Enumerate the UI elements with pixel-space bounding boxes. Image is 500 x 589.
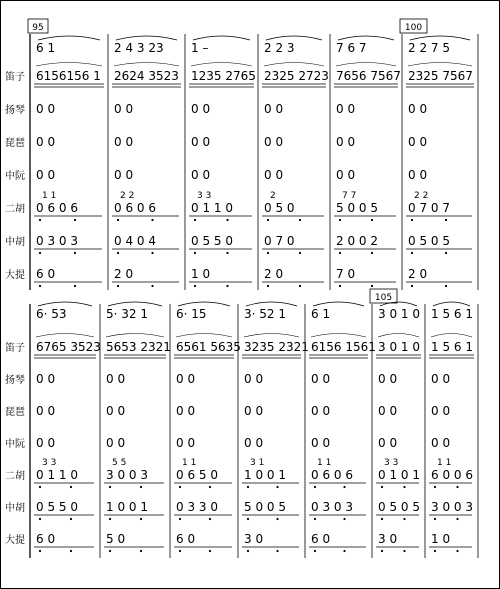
row-measure-notes: 0 6 0 6 <box>36 201 78 215</box>
melody-measure: 3 0 1 0 <box>378 307 420 321</box>
slur <box>36 334 94 338</box>
row-measure-notes: 0 0 <box>114 168 134 182</box>
slur <box>38 36 100 40</box>
octave-dot <box>276 518 278 520</box>
octave-dot <box>39 518 41 520</box>
erhu-upper-notes: 3 3 <box>42 458 57 468</box>
octave-dot <box>226 252 228 254</box>
row-measure-notes: 0 0 <box>336 135 356 149</box>
row-measure-notes: 0 0 <box>378 372 398 386</box>
octave-dot <box>117 219 119 221</box>
octave-dot <box>247 550 249 552</box>
octave-dot <box>194 219 196 221</box>
melody-measure: 1 5 6 1 <box>431 307 473 321</box>
slur <box>266 36 322 40</box>
slur <box>191 63 252 67</box>
row-measure-notes: 2624 3523 <box>114 69 179 83</box>
instrument-label: 中胡 <box>5 503 25 514</box>
row-measure-notes: 0 5 0 5 <box>378 500 420 514</box>
octave-dot <box>140 486 142 488</box>
octave-dot <box>371 252 373 254</box>
slur <box>433 302 470 306</box>
row-measure-notes: 1 0 <box>191 267 211 281</box>
octave-dot <box>140 550 142 552</box>
row-measure-notes: 0 0 <box>106 372 126 386</box>
row-measure-notes: 0 4 0 4 <box>114 234 156 248</box>
rehearsal-mark-number: 100 <box>404 23 423 33</box>
instrument-label: 二胡 <box>5 471 25 482</box>
row-measure-notes: 1 0 0 1 <box>244 468 286 482</box>
octave-dot <box>411 219 413 221</box>
row-measure-notes: 0 0 <box>176 372 196 386</box>
row-measure-notes: 0 3 0 3 <box>311 500 353 514</box>
row-measure-notes: 0 0 <box>244 436 264 450</box>
row-measure-notes: 0 5 5 0 <box>191 234 233 248</box>
octave-dot <box>151 252 153 254</box>
erhu-upper-notes: 2 2 <box>414 191 429 201</box>
rehearsal-mark-number: 95 <box>32 23 44 33</box>
row-measure-notes: 0 0 <box>408 135 428 149</box>
row-measure-notes: 5653 2321 <box>106 340 171 354</box>
row-measure-notes: 0 3 3 0 <box>176 500 218 514</box>
row-measure-notes: 0 0 <box>36 135 56 149</box>
erhu-upper-notes: 3 3 <box>197 191 212 201</box>
octave-dot <box>179 518 181 520</box>
octave-dot <box>70 550 72 552</box>
octave-dot <box>276 550 278 552</box>
melody-measure: 2 2 3 <box>264 41 295 55</box>
octave-dot <box>381 486 383 488</box>
score-system-2 <box>5 289 478 558</box>
octave-dot <box>247 486 249 488</box>
melody-measure: 5· 32 1 <box>106 307 148 321</box>
row-measure-notes: 2 0 0 2 <box>336 234 378 248</box>
row-measure-notes: 0 0 <box>176 436 196 450</box>
octave-dot <box>299 285 301 287</box>
erhu-upper-notes: 2 2 <box>120 191 135 201</box>
octave-dot <box>247 518 249 520</box>
row-measure-notes: 3 0 <box>244 532 264 546</box>
slur <box>106 334 164 338</box>
instrument-label: 琵琶 <box>5 407 25 418</box>
row-measure-notes: 0 0 <box>408 168 428 182</box>
octave-dot <box>117 252 119 254</box>
octave-dot <box>434 550 436 552</box>
row-measure-notes: 3 0 <box>378 532 398 546</box>
erhu-upper-notes: 1 1 <box>182 458 197 468</box>
octave-dot <box>381 550 383 552</box>
row-measure-notes: 0 0 <box>106 404 126 418</box>
slur <box>338 36 394 40</box>
octave-dot <box>209 518 211 520</box>
slur <box>178 302 230 306</box>
instrument-label: 笛子 <box>5 72 25 83</box>
octave-dot <box>267 252 269 254</box>
row-measure-notes: 1235 2765 <box>191 69 256 83</box>
instrument-label: 扬琴 <box>5 105 25 116</box>
slur <box>244 334 299 338</box>
row-measure-notes: 0 7 0 <box>264 234 295 248</box>
row-measure-notes: 6 0 <box>176 532 196 546</box>
octave-dot <box>403 518 405 520</box>
erhu-upper-notes: 1 1 <box>437 458 452 468</box>
row-measure-notes: 0 0 <box>191 102 211 116</box>
row-measure-notes: 0 0 <box>114 135 134 149</box>
slur <box>116 36 177 40</box>
slur <box>246 302 297 306</box>
row-measure-notes: 1 0 0 1 <box>106 500 148 514</box>
octave-dot <box>70 486 72 488</box>
octave-dot <box>445 285 447 287</box>
melody-measure: 6· 15 <box>176 307 207 321</box>
slur <box>378 334 419 338</box>
octave-dot <box>179 486 181 488</box>
row-measure-notes: 0 0 <box>336 102 356 116</box>
instrument-label: 中阮 <box>5 439 25 450</box>
row-measure-notes: 5 0 0 5 <box>244 500 286 514</box>
octave-dot <box>267 219 269 221</box>
octave-dot <box>456 550 458 552</box>
octave-dot <box>39 219 41 221</box>
octave-dot <box>445 252 447 254</box>
row-measure-notes: 0 0 <box>36 168 56 182</box>
octave-dot <box>339 252 341 254</box>
slur <box>36 63 102 67</box>
row-measure-notes: 2 0 <box>408 267 428 281</box>
octave-dot <box>226 285 228 287</box>
row-measure-notes: 1 5 6 1 <box>431 340 473 354</box>
octave-dot <box>39 550 41 552</box>
row-measure-notes: 3235 2321 <box>244 340 309 354</box>
melody-measure: 1 – <box>191 41 209 55</box>
instrument-label: 中阮 <box>5 171 25 182</box>
slur <box>193 36 250 40</box>
octave-dot <box>179 550 181 552</box>
instrument-label: 中胡 <box>5 237 25 248</box>
instrument-label: 二胡 <box>5 204 25 215</box>
row-measure-notes: 0 0 <box>36 404 56 418</box>
row-measure-notes: 0 5 5 0 <box>36 500 78 514</box>
slur <box>410 36 470 40</box>
erhu-upper-notes: 1 1 <box>317 458 332 468</box>
octave-dot <box>151 219 153 221</box>
row-measure-notes: 2 0 <box>264 267 284 281</box>
melody-measure: 6 1 <box>311 307 331 321</box>
row-measure-notes: 0 6 5 0 <box>176 468 218 482</box>
octave-dot <box>39 486 41 488</box>
row-measure-notes: 0 5 0 5 <box>408 234 450 248</box>
octave-dot <box>226 219 228 221</box>
row-measure-notes: 2325 7567 <box>408 69 473 83</box>
octave-dot <box>39 285 41 287</box>
row-measure-notes: 0 1 1 0 <box>191 201 233 215</box>
slur <box>114 63 179 67</box>
octave-dot <box>74 285 76 287</box>
octave-dot <box>403 550 405 552</box>
row-measure-notes: 0 0 <box>36 102 56 116</box>
row-measure-notes: 0 0 <box>431 436 451 450</box>
octave-dot <box>456 486 458 488</box>
octave-dot <box>267 285 269 287</box>
row-measure-notes: 0 0 <box>408 102 428 116</box>
erhu-upper-notes: 3 1 <box>250 458 265 468</box>
octave-dot <box>109 518 111 520</box>
octave-dot <box>74 252 76 254</box>
row-measure-notes: 0 0 <box>264 168 284 182</box>
row-measure-notes: 0 0 <box>311 372 331 386</box>
octave-dot <box>371 285 373 287</box>
octave-dot <box>299 252 301 254</box>
octave-dot <box>117 285 119 287</box>
instrument-label: 琵琶 <box>5 138 25 149</box>
erhu-upper-notes: 3 3 <box>384 458 399 468</box>
octave-dot <box>411 252 413 254</box>
octave-dot <box>209 550 211 552</box>
row-measure-notes: 3 0 0 3 <box>106 468 148 482</box>
row-measure-notes: 0 3 0 3 <box>36 234 78 248</box>
row-measure-notes: 6156156 1 <box>36 69 101 83</box>
instrument-label: 大提 <box>5 270 25 281</box>
row-measure-notes: 5 0 0 5 <box>336 201 378 215</box>
slur <box>408 63 472 67</box>
erhu-upper-notes: 7 7 <box>342 191 357 201</box>
octave-dot <box>109 486 111 488</box>
row-measure-notes: 0 0 <box>264 102 284 116</box>
row-measure-notes: 0 0 <box>244 404 264 418</box>
row-measure-notes: 0 0 <box>264 135 284 149</box>
row-measure-notes: 6156 1561 <box>311 340 376 354</box>
octave-dot <box>343 486 345 488</box>
rehearsal-mark-number: 105 <box>374 293 393 303</box>
slur <box>176 334 232 338</box>
row-measure-notes: 0 0 <box>311 436 331 450</box>
row-measure-notes: 0 0 <box>336 168 356 182</box>
octave-dot <box>456 518 458 520</box>
octave-dot <box>151 285 153 287</box>
erhu-upper-notes: 2 <box>270 191 276 201</box>
octave-dot <box>70 518 72 520</box>
row-measure-notes: 6 0 <box>36 267 56 281</box>
slur <box>313 302 364 306</box>
row-measure-notes: 3 0 0 3 <box>431 500 473 514</box>
row-measure-notes: 0 0 <box>191 168 211 182</box>
row-measure-notes: 0 6 0 6 <box>311 468 353 482</box>
octave-dot <box>445 219 447 221</box>
melody-measure: 2 2 7 5 <box>408 41 450 55</box>
erhu-upper-notes: 1 1 <box>42 191 57 201</box>
instrument-label: 笛子 <box>5 343 25 354</box>
row-measure-notes: 0 0 <box>106 436 126 450</box>
octave-dot <box>276 486 278 488</box>
melody-measure: 6 1 <box>36 41 56 55</box>
octave-dot <box>39 252 41 254</box>
melody-measure: 3· 52 1 <box>244 307 286 321</box>
octave-dot <box>109 550 111 552</box>
melody-measure: 2 4 3 23 <box>114 41 164 55</box>
octave-dot <box>314 550 316 552</box>
row-measure-notes: 0 0 <box>431 372 451 386</box>
row-measure-notes: 0 6 0 6 <box>114 201 156 215</box>
octave-dot <box>74 219 76 221</box>
row-measure-notes: 6561 5635 <box>176 340 241 354</box>
row-measure-notes: 0 7 0 7 <box>408 201 450 215</box>
octave-dot <box>314 518 316 520</box>
row-measure-notes: 0 0 <box>191 135 211 149</box>
octave-dot <box>434 518 436 520</box>
row-measure-notes: 7 0 <box>336 267 356 281</box>
erhu-upper-notes: 5 5 <box>112 458 127 468</box>
row-measure-notes: 0 1 1 0 <box>36 468 78 482</box>
octave-dot <box>194 252 196 254</box>
octave-dot <box>434 486 436 488</box>
octave-dot <box>343 550 345 552</box>
row-measure-notes: 0 0 <box>36 372 56 386</box>
row-measure-notes: 6 0 <box>36 532 56 546</box>
octave-dot <box>299 219 301 221</box>
row-measure-notes: 1 0 <box>431 532 451 546</box>
row-measure-notes: 0 0 <box>244 372 264 386</box>
row-measure-notes: 5 0 <box>106 532 126 546</box>
instrument-label: 大提 <box>5 535 25 546</box>
row-measure-notes: 0 0 <box>378 436 398 450</box>
row-measure-notes: 0 0 <box>176 404 196 418</box>
row-measure-notes: 0 0 <box>114 102 134 116</box>
row-measure-notes: 6 0 <box>311 532 331 546</box>
row-measure-notes: 0 0 <box>378 404 398 418</box>
octave-dot <box>209 486 211 488</box>
octave-dot <box>339 285 341 287</box>
row-measure-notes: 6 0 0 6 <box>431 468 473 482</box>
slur <box>264 63 324 67</box>
instrument-label: 扬琴 <box>5 375 25 386</box>
row-measure-notes: 0 0 <box>311 404 331 418</box>
slur <box>431 334 472 338</box>
octave-dot <box>381 518 383 520</box>
octave-dot <box>140 518 142 520</box>
melody-measure: 7 6 7 <box>336 41 367 55</box>
score-system-1 <box>5 19 478 290</box>
row-measure-notes: 7656 7567 <box>336 69 401 83</box>
octave-dot <box>314 486 316 488</box>
octave-dot <box>343 518 345 520</box>
melody-measure: 6· 53 <box>36 307 67 321</box>
row-measure-notes: 0 0 <box>431 404 451 418</box>
octave-dot <box>194 285 196 287</box>
row-measure-notes: 0 5 0 <box>264 201 295 215</box>
row-measure-notes: 3 0 1 0 <box>378 340 420 354</box>
row-measure-notes: 2325 2723 <box>264 69 329 83</box>
octave-dot <box>411 285 413 287</box>
octave-dot <box>371 219 373 221</box>
row-measure-notes: 0 0 <box>36 436 56 450</box>
slur <box>38 302 92 306</box>
slur <box>108 302 162 306</box>
octave-dot <box>403 486 405 488</box>
row-measure-notes: 6765 3523 <box>36 340 101 354</box>
slur <box>311 334 366 338</box>
row-measure-notes: 2 0 <box>114 267 134 281</box>
slur <box>336 63 396 67</box>
row-measure-notes: 0 1 0 1 <box>378 468 420 482</box>
octave-dot <box>339 219 341 221</box>
